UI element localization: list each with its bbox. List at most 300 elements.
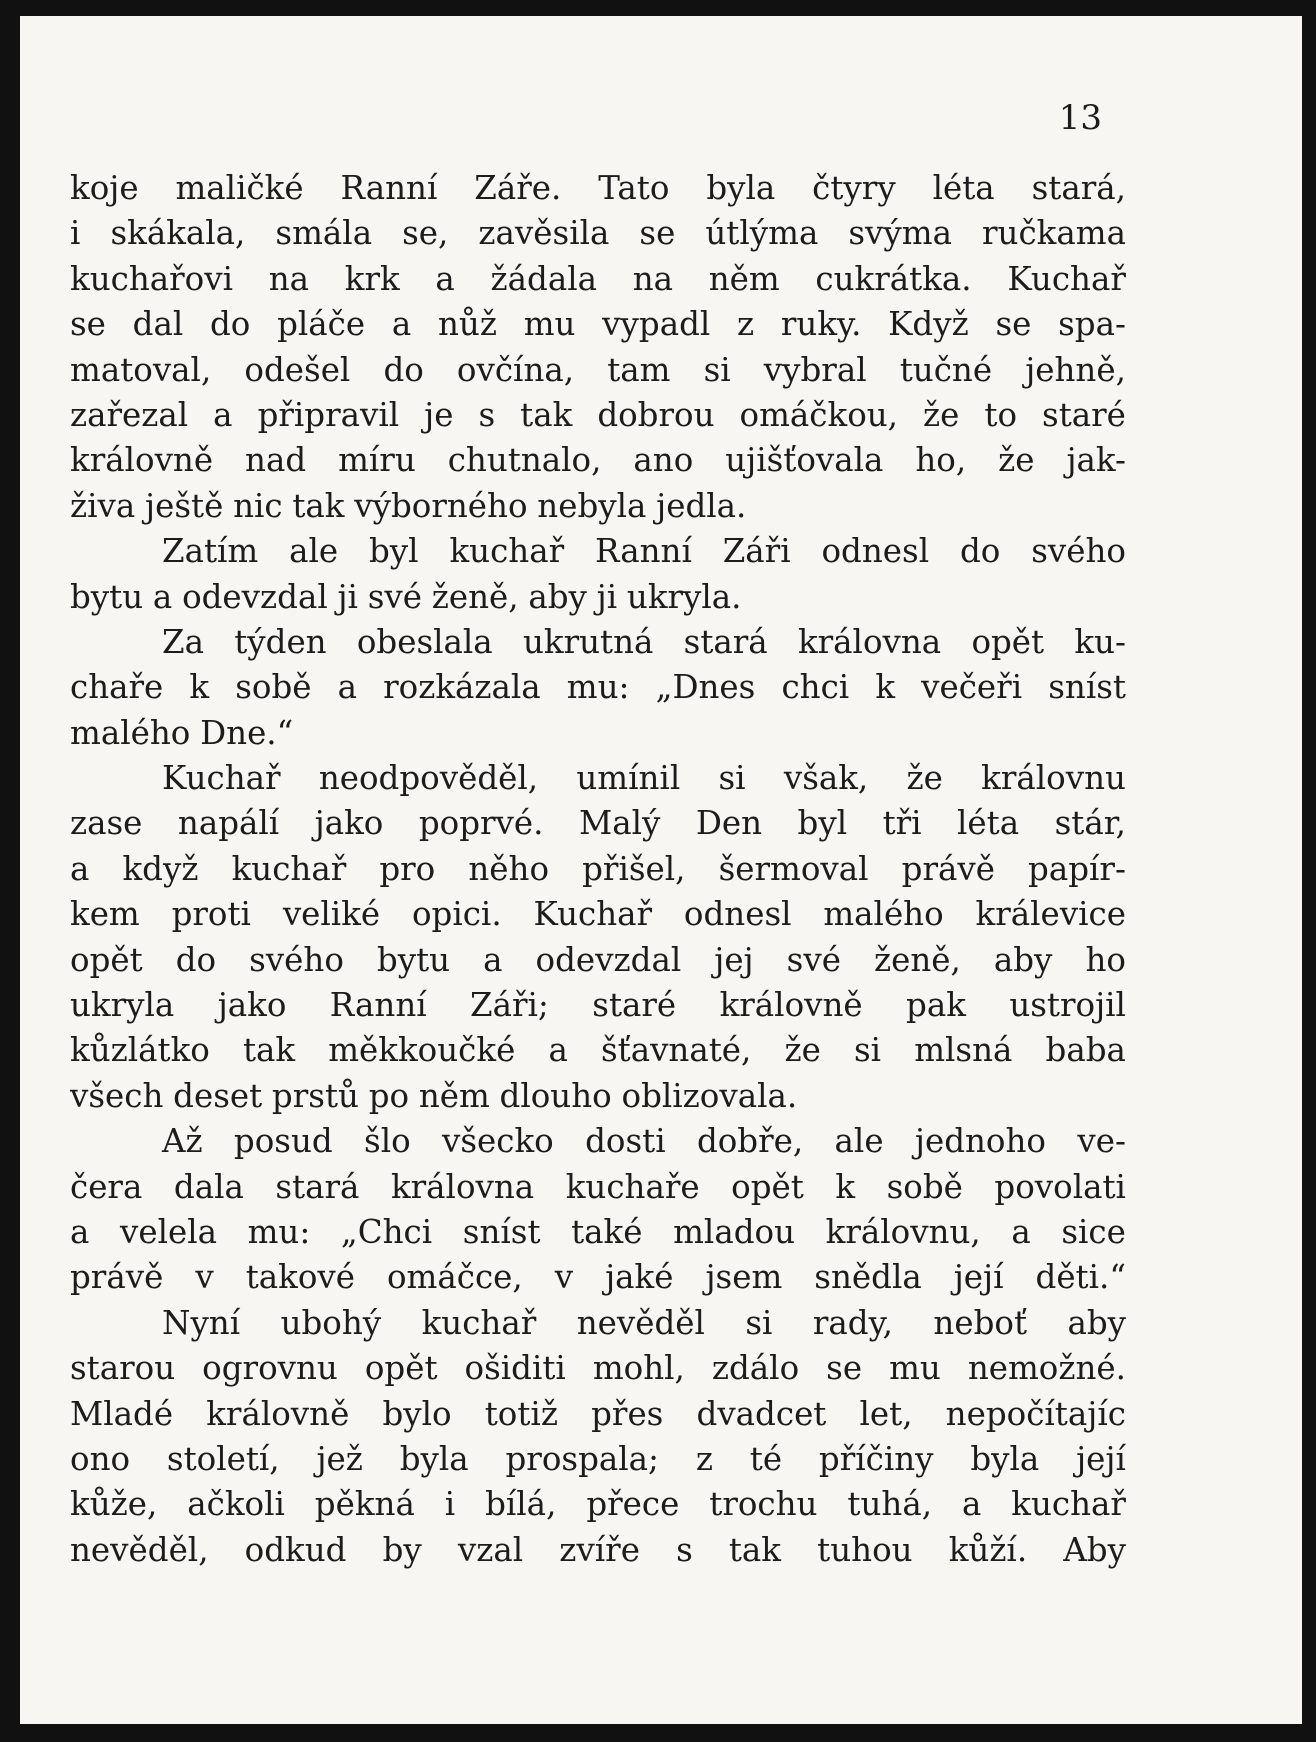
word: ku- bbox=[1074, 622, 1126, 661]
text-line bbox=[70, 302, 1126, 347]
word: v bbox=[195, 1258, 214, 1297]
word: ogrovnu bbox=[202, 1349, 338, 1388]
word: aby bbox=[993, 940, 1053, 979]
word: chci bbox=[781, 668, 850, 707]
word: stará bbox=[683, 622, 768, 661]
text-line bbox=[70, 257, 1126, 302]
word: ale bbox=[834, 1122, 884, 1161]
text-line bbox=[70, 484, 1126, 529]
word: vzal bbox=[457, 1530, 524, 1569]
word: Dne.“ bbox=[200, 713, 294, 752]
word: šermoval bbox=[718, 849, 869, 888]
word: Kuchař bbox=[1007, 259, 1126, 298]
word: také bbox=[571, 1212, 643, 1251]
word: Kuchař bbox=[162, 759, 281, 798]
word: skákala, bbox=[110, 214, 246, 253]
word: její bbox=[1076, 1439, 1126, 1478]
word: mohl, bbox=[592, 1349, 685, 1388]
word: královně bbox=[719, 986, 863, 1025]
word: že bbox=[923, 395, 960, 434]
word: poprvé. bbox=[418, 804, 544, 843]
word: k bbox=[835, 1167, 856, 1206]
word: výborného bbox=[354, 486, 528, 525]
word: byla bbox=[706, 169, 776, 207]
word: si bbox=[718, 759, 746, 798]
word: tam bbox=[607, 350, 671, 389]
word: královna bbox=[390, 1167, 535, 1206]
word: pak bbox=[906, 986, 966, 1025]
word: to bbox=[984, 395, 1018, 434]
word: vypadl bbox=[602, 305, 711, 344]
word: královna bbox=[797, 622, 942, 661]
text-line bbox=[70, 892, 1126, 937]
text-line bbox=[70, 938, 1126, 983]
word: Za bbox=[162, 622, 204, 661]
word: děti.“ bbox=[1035, 1258, 1126, 1297]
text-line bbox=[70, 1119, 1126, 1164]
word: odevzdal bbox=[535, 940, 682, 979]
word: však, bbox=[783, 759, 869, 798]
word: právě bbox=[70, 1258, 164, 1297]
word: bytu bbox=[70, 577, 144, 616]
word: že bbox=[906, 759, 943, 798]
word: dobrou bbox=[597, 395, 715, 434]
word: do bbox=[175, 940, 217, 979]
word: tuhá, bbox=[847, 1485, 933, 1524]
word: odešel bbox=[244, 350, 351, 389]
word: by bbox=[382, 1530, 422, 1569]
word: koje bbox=[70, 169, 139, 207]
word: tak bbox=[242, 1031, 296, 1070]
word: kuchařovi bbox=[70, 259, 233, 298]
word: a bbox=[213, 395, 233, 434]
word: nemožné. bbox=[967, 1349, 1126, 1388]
text-line bbox=[70, 1255, 1126, 1300]
word: takové bbox=[245, 1258, 355, 1297]
word: krk bbox=[344, 259, 400, 298]
word: na bbox=[268, 259, 310, 298]
word: aby bbox=[1067, 1303, 1126, 1342]
word: se bbox=[70, 305, 106, 344]
word: staré bbox=[1042, 395, 1126, 434]
word: z bbox=[737, 305, 755, 344]
word: tak bbox=[520, 395, 573, 434]
word: smála bbox=[275, 214, 373, 253]
text-line bbox=[70, 801, 1126, 846]
word: Den bbox=[695, 804, 763, 843]
word: že bbox=[998, 441, 1035, 480]
word: měkkoučké bbox=[328, 1031, 516, 1070]
text-line bbox=[70, 1437, 1126, 1482]
word: příčiny bbox=[818, 1439, 934, 1478]
word: opět bbox=[70, 940, 143, 979]
word: pro bbox=[379, 849, 436, 888]
word: Ranní bbox=[594, 532, 692, 571]
word: nic bbox=[233, 486, 283, 525]
word: žádala bbox=[490, 259, 597, 298]
word: dlouho bbox=[499, 1076, 612, 1115]
text-line bbox=[70, 166, 1126, 211]
text-line bbox=[70, 1482, 1126, 1527]
word: a bbox=[548, 1031, 568, 1070]
word: umínil bbox=[576, 759, 681, 798]
word: všech bbox=[70, 1076, 164, 1115]
word: dvadcet bbox=[696, 1394, 827, 1433]
word: Zatím bbox=[162, 532, 259, 571]
word: se bbox=[826, 1349, 863, 1388]
text-line bbox=[70, 1301, 1126, 1346]
word: léta bbox=[932, 169, 995, 207]
word: ačkoli bbox=[187, 1485, 285, 1524]
word: dobře, bbox=[696, 1122, 804, 1161]
word: obeslala bbox=[356, 622, 493, 661]
word: prstů bbox=[271, 1076, 359, 1115]
word: se bbox=[639, 214, 676, 253]
word: ještě bbox=[145, 486, 224, 525]
word: sníst bbox=[1048, 668, 1126, 707]
word: Ranní bbox=[340, 169, 438, 207]
word: zvíře bbox=[559, 1530, 640, 1569]
word: zase bbox=[70, 804, 143, 843]
word: dala bbox=[173, 1167, 244, 1206]
word: něm bbox=[708, 259, 780, 298]
word: jež bbox=[316, 1439, 363, 1478]
word: odevzdal bbox=[182, 577, 328, 616]
word: nevěděl, bbox=[70, 1530, 209, 1569]
word: nevěděl bbox=[576, 1303, 705, 1342]
word: Mladé bbox=[70, 1394, 174, 1433]
word: ono bbox=[70, 1439, 131, 1478]
word: ručkama bbox=[982, 214, 1126, 253]
text-line bbox=[70, 211, 1126, 256]
word: mlsná bbox=[914, 1031, 1013, 1070]
word: aby bbox=[528, 577, 587, 616]
word: ukryla. bbox=[626, 577, 742, 616]
word: šťavnaté, bbox=[600, 1031, 752, 1070]
word: její bbox=[953, 1258, 1004, 1297]
word: prospala; bbox=[505, 1439, 659, 1478]
word: se, bbox=[402, 214, 449, 253]
word: kuchař bbox=[421, 1303, 537, 1342]
word: královnu, bbox=[825, 1212, 981, 1251]
word: té bbox=[749, 1439, 783, 1478]
word: Kuchař bbox=[533, 895, 653, 934]
word: něm bbox=[418, 1076, 490, 1115]
word: Tato bbox=[598, 169, 670, 207]
word: s bbox=[478, 395, 496, 434]
word: trochu bbox=[709, 1485, 818, 1524]
word: sice bbox=[1061, 1212, 1126, 1251]
word: maličké bbox=[175, 169, 304, 207]
text-line bbox=[70, 1528, 1126, 1573]
word: pěkná bbox=[314, 1485, 415, 1524]
word: rozkázala bbox=[383, 668, 541, 707]
word: do bbox=[383, 350, 424, 389]
word: královnu bbox=[981, 759, 1126, 798]
word: zařezal bbox=[70, 395, 189, 434]
word: míru bbox=[338, 441, 416, 480]
word: zdálo bbox=[711, 1349, 800, 1388]
word: do bbox=[959, 532, 1001, 571]
word: kůže, bbox=[70, 1485, 158, 1524]
word: ukryla bbox=[70, 986, 175, 1025]
word: stará bbox=[275, 1167, 360, 1206]
word: kuchař bbox=[231, 849, 347, 888]
word: Záři; bbox=[470, 986, 549, 1025]
word: pláče bbox=[277, 305, 366, 344]
word: že bbox=[784, 1031, 821, 1070]
word: ženě, bbox=[431, 577, 519, 616]
word: dosti bbox=[585, 1122, 666, 1161]
word: ošiditi bbox=[464, 1349, 566, 1388]
word: tři bbox=[882, 804, 922, 843]
word: veliké bbox=[282, 895, 381, 934]
word: sobě bbox=[235, 668, 312, 707]
word: století, bbox=[166, 1439, 280, 1478]
word: kůzlátko bbox=[70, 1031, 210, 1070]
word: stár, bbox=[1054, 804, 1126, 843]
word: ale bbox=[289, 532, 339, 571]
word: rady, bbox=[812, 1303, 893, 1342]
word: ve- bbox=[1077, 1122, 1126, 1161]
word: odkud bbox=[244, 1530, 347, 1569]
word: bylo bbox=[382, 1394, 452, 1433]
word: omáčkou, bbox=[739, 395, 899, 434]
word: starou bbox=[70, 1349, 176, 1388]
word: ho bbox=[1085, 940, 1126, 979]
text-line bbox=[70, 1074, 1126, 1119]
word: kuchař bbox=[449, 532, 565, 571]
word: útlýma bbox=[705, 214, 819, 253]
word: nad bbox=[245, 441, 307, 480]
word: si bbox=[853, 1031, 882, 1070]
word: jej bbox=[714, 940, 754, 979]
word: neodpověděl, bbox=[318, 759, 539, 798]
word: malého bbox=[70, 713, 191, 752]
word: napálí bbox=[177, 804, 280, 843]
word: proti bbox=[171, 895, 251, 934]
word: sobě bbox=[886, 1167, 963, 1206]
word: všecko bbox=[442, 1122, 554, 1161]
word: zavěsila bbox=[478, 214, 610, 253]
word: jehně, bbox=[1025, 350, 1126, 389]
word: královně bbox=[70, 441, 214, 480]
word: bytu bbox=[376, 940, 451, 979]
word: a bbox=[70, 1212, 90, 1251]
word: je bbox=[424, 395, 454, 434]
word: kuchaře bbox=[565, 1167, 700, 1206]
book-page bbox=[20, 16, 1302, 1724]
word: neboť bbox=[933, 1303, 1028, 1342]
word: ji bbox=[337, 577, 358, 616]
word: do bbox=[209, 305, 251, 344]
word: stará, bbox=[1031, 169, 1126, 207]
word: jako bbox=[314, 804, 384, 843]
word: Záře. bbox=[474, 169, 562, 207]
word: ho, bbox=[915, 441, 967, 480]
word: snědla bbox=[814, 1258, 922, 1297]
word: kůží. bbox=[948, 1530, 1028, 1569]
word: svého bbox=[1031, 532, 1126, 571]
text-line bbox=[70, 1210, 1126, 1255]
word: baba bbox=[1045, 1031, 1126, 1070]
word: jsem bbox=[705, 1258, 783, 1297]
word: chutnalo, bbox=[447, 441, 602, 480]
word: večeři bbox=[921, 668, 1023, 707]
word: opět bbox=[731, 1167, 804, 1206]
word: Ranní bbox=[329, 986, 427, 1025]
word: tak bbox=[728, 1530, 782, 1569]
word: Když bbox=[888, 305, 969, 344]
word: přece bbox=[586, 1485, 680, 1524]
word: čera bbox=[70, 1167, 143, 1206]
word: a bbox=[70, 849, 90, 888]
word: totiž bbox=[484, 1394, 558, 1433]
word: a bbox=[435, 259, 455, 298]
word: přišel, bbox=[582, 849, 686, 888]
word: se bbox=[995, 305, 1032, 344]
word: a bbox=[483, 940, 503, 979]
word: kem bbox=[70, 895, 140, 934]
word: ženě, bbox=[873, 940, 961, 979]
word: na bbox=[632, 259, 673, 298]
word: byl bbox=[797, 804, 848, 843]
word: a bbox=[961, 1485, 982, 1524]
word: a bbox=[337, 668, 357, 707]
word: připravil bbox=[257, 395, 400, 434]
text-line bbox=[70, 711, 1126, 756]
word: cukrátka. bbox=[815, 259, 972, 298]
word: i bbox=[444, 1485, 456, 1524]
word: „Dnes bbox=[655, 668, 756, 707]
word: mu bbox=[889, 1349, 941, 1388]
word: týden bbox=[234, 622, 327, 661]
word: když bbox=[122, 849, 199, 888]
text-line bbox=[70, 1028, 1126, 1073]
word: živa bbox=[70, 486, 136, 525]
word: velela bbox=[120, 1212, 217, 1251]
word: let, bbox=[859, 1394, 913, 1433]
word: tučné bbox=[899, 350, 993, 389]
word: přes bbox=[591, 1394, 664, 1433]
word: nůž bbox=[437, 305, 497, 344]
word: a bbox=[152, 577, 173, 616]
word: papír- bbox=[1028, 849, 1126, 888]
word: své bbox=[367, 577, 422, 616]
word: tak bbox=[292, 486, 345, 525]
word: Záři bbox=[722, 532, 791, 571]
word: ji bbox=[596, 577, 618, 616]
word: ustrojil bbox=[1009, 986, 1126, 1025]
word: staré bbox=[592, 986, 677, 1025]
word: jak- bbox=[1066, 441, 1126, 480]
word: povolati bbox=[994, 1167, 1126, 1206]
word: něho bbox=[468, 849, 550, 888]
word: sníst bbox=[462, 1212, 541, 1251]
word: chaře bbox=[70, 668, 164, 707]
word: tuhou bbox=[817, 1530, 913, 1569]
page-number: 13 bbox=[1058, 98, 1102, 138]
word: byla bbox=[399, 1439, 469, 1478]
text-line bbox=[70, 756, 1126, 801]
word: Až bbox=[162, 1122, 203, 1161]
word: byla bbox=[970, 1439, 1040, 1478]
word: jedla. bbox=[656, 486, 747, 525]
word: právě bbox=[901, 849, 995, 888]
word: oblizovala. bbox=[621, 1076, 798, 1115]
text-line bbox=[70, 983, 1126, 1028]
word: léta bbox=[957, 804, 1020, 843]
word: jednoho bbox=[914, 1122, 1047, 1161]
text-line bbox=[70, 529, 1126, 574]
word: i bbox=[70, 214, 81, 253]
word: si bbox=[703, 350, 731, 389]
word: byl bbox=[369, 532, 419, 571]
word: odnesl bbox=[683, 895, 792, 934]
text-line bbox=[70, 847, 1126, 892]
word: bílá, bbox=[485, 1485, 557, 1524]
word: svého bbox=[249, 940, 344, 979]
word: svýma bbox=[848, 214, 952, 253]
text-line bbox=[70, 348, 1126, 393]
word: spa- bbox=[1058, 305, 1126, 344]
word: jako bbox=[217, 986, 287, 1025]
text-line bbox=[70, 438, 1126, 483]
word: ano bbox=[633, 441, 694, 480]
word: opět bbox=[971, 622, 1045, 661]
word: „Chci bbox=[340, 1212, 433, 1251]
text-line bbox=[70, 665, 1126, 710]
word: k bbox=[875, 668, 896, 707]
word: k bbox=[189, 668, 210, 707]
text-line bbox=[70, 1165, 1126, 1210]
text-line bbox=[70, 575, 1126, 620]
word: mu: bbox=[247, 1212, 311, 1251]
text-line bbox=[70, 1392, 1126, 1437]
word: odnesl bbox=[821, 532, 930, 571]
word: a bbox=[1011, 1212, 1031, 1251]
word: v bbox=[554, 1258, 574, 1297]
word: ubohý bbox=[280, 1303, 382, 1342]
text-line bbox=[70, 393, 1126, 438]
word: své bbox=[786, 940, 841, 979]
word: po bbox=[368, 1076, 410, 1115]
word: šlo bbox=[364, 1122, 411, 1161]
word: ruky. bbox=[780, 305, 862, 344]
word: nebyla bbox=[537, 486, 647, 525]
word: ujišťovala bbox=[725, 441, 884, 480]
word: posud bbox=[233, 1122, 333, 1161]
word: mu bbox=[523, 305, 576, 344]
word: z bbox=[695, 1439, 713, 1478]
word: čtyry bbox=[812, 169, 896, 207]
word: nepočítajíc bbox=[945, 1394, 1126, 1433]
text-line bbox=[70, 620, 1126, 665]
word: vybral bbox=[763, 350, 867, 389]
word: královně bbox=[206, 1394, 350, 1433]
text-line bbox=[70, 1346, 1126, 1391]
word: a bbox=[391, 305, 412, 344]
word: ovčína, bbox=[456, 350, 575, 389]
body-text bbox=[70, 166, 1126, 1573]
word: si bbox=[745, 1303, 773, 1342]
word: deset bbox=[173, 1076, 263, 1115]
word: ukrutná bbox=[522, 622, 654, 661]
word: omáčce, bbox=[386, 1258, 523, 1297]
word: s bbox=[676, 1530, 693, 1569]
word: kuchař bbox=[1011, 1485, 1126, 1524]
word: opici. bbox=[411, 895, 502, 934]
